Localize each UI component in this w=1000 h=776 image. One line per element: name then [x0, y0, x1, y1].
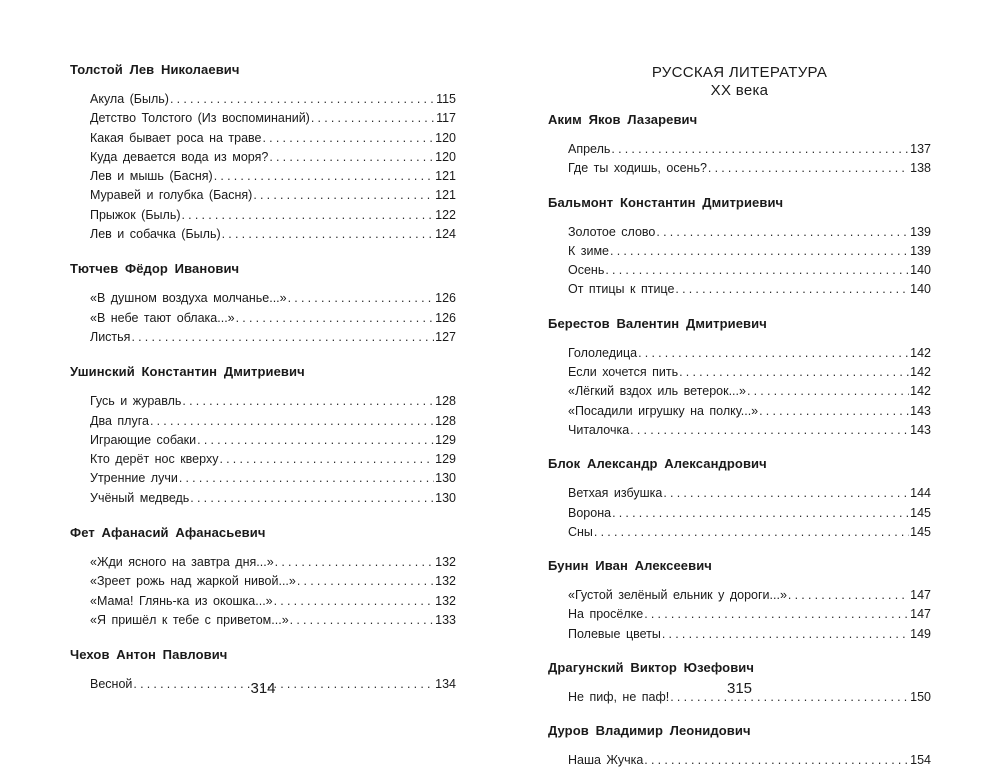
toc-entry: [568, 344, 931, 363]
toc-entry: [90, 431, 456, 450]
entry-title: Кто дерёт нос кверху: [90, 452, 219, 467]
toc-entry: [568, 280, 931, 299]
right-toc-column: [548, 112, 931, 776]
dot-leader: [630, 421, 909, 440]
entry-page-number: 115: [436, 92, 456, 106]
entry-page-number: 150: [910, 690, 931, 705]
dot-leader: [179, 469, 434, 488]
entry-list: [70, 392, 456, 508]
entry-title: «Жди ясного на завтра дня...»: [90, 555, 274, 570]
entry-title: Если хочется пить: [568, 365, 679, 380]
toc-entry: [90, 309, 456, 328]
toc-entry: [90, 469, 456, 488]
dot-leader: [170, 90, 435, 109]
entry-page-number: 143: [910, 403, 931, 418]
entry-title: «Посадили игрушку на полку...»: [568, 403, 759, 418]
entry-page-number: 120: [435, 130, 456, 145]
dot-leader: [214, 167, 434, 186]
entry-title: Гололедица: [568, 345, 638, 360]
toc-entry: [568, 382, 931, 401]
entry-page-number: 117: [436, 111, 456, 126]
author-heading: Бунин Иван Алексеевич: [548, 558, 712, 574]
toc-entry: [90, 109, 456, 128]
toc-entry: [568, 223, 931, 242]
entry-page-number: 134: [435, 677, 456, 692]
entry-title: Читалочка: [568, 422, 630, 437]
toc-entry: [90, 553, 456, 572]
entry-page-number: 154: [910, 753, 931, 768]
entry-page-number: 140: [910, 282, 931, 297]
toc-entry: [90, 129, 456, 148]
dot-leader: [297, 572, 434, 591]
entry-page-number: 142: [910, 384, 931, 399]
toc-entry: [568, 402, 931, 421]
dot-leader: [275, 553, 434, 572]
dot-leader: [190, 489, 434, 508]
dot-leader: [290, 611, 434, 630]
entry-list: [548, 751, 931, 770]
section-header-subtitle: XX века: [710, 82, 769, 99]
entry-page-number: 122: [435, 207, 456, 222]
author-heading: Толстой Лев Николаевич: [70, 62, 240, 77]
entry-title: К зиме: [568, 243, 610, 258]
dot-leader: [311, 109, 435, 128]
entry-title: Где ты ходишь, осень?: [568, 161, 707, 176]
entry-page-number: 139: [910, 243, 931, 258]
entry-page-number: 121: [435, 169, 456, 184]
toc-section: [548, 195, 931, 300]
entry-page-number: 130: [435, 490, 456, 505]
toc-entry: [568, 261, 931, 280]
toc-section: [548, 112, 931, 179]
toc-entry: [90, 489, 456, 508]
entry-page-number: 139: [910, 224, 931, 239]
toc-entry: [568, 421, 931, 440]
dot-leader: [594, 523, 909, 542]
left-page: [70, 0, 456, 776]
entry-title: Два плуга: [90, 413, 149, 428]
entry-title: Утренние лучи: [90, 471, 178, 486]
entry-list: [548, 484, 931, 542]
entry-title: Лев и собачка (Быль): [90, 227, 221, 242]
toc-entry: [90, 611, 456, 630]
entry-title: «Лёгкий вздох иль ветерок...»: [568, 384, 746, 399]
dot-leader: [150, 412, 434, 431]
dot-leader: [656, 223, 909, 242]
dot-leader: [182, 392, 434, 411]
dot-leader: [197, 431, 434, 450]
toc-entry: [568, 242, 931, 261]
dot-leader: [182, 206, 435, 225]
entry-page-number: 145: [910, 505, 931, 520]
entry-title: Осень: [568, 263, 605, 278]
dot-leader: [675, 280, 909, 299]
entry-page-number: 147: [910, 588, 931, 603]
toc-section: [548, 456, 931, 542]
dot-leader: [644, 605, 909, 624]
dot-leader: [663, 484, 909, 503]
toc-entry: [568, 523, 931, 542]
entry-page-number: 132: [435, 574, 456, 589]
entry-list: [548, 344, 931, 440]
entry-title: Играющие собаки: [90, 432, 197, 447]
entry-page-number: 137: [910, 142, 931, 156]
toc-entry: [568, 751, 931, 770]
toc-entry: [568, 159, 931, 178]
toc-entry: [568, 140, 931, 159]
entry-title: На просёлке: [568, 607, 644, 622]
entry-page-number: 145: [910, 524, 931, 539]
entry-page-number: 120: [435, 149, 456, 164]
entry-title: Куда девается вода из моря?: [90, 149, 269, 164]
page-number-left: 314: [250, 680, 276, 697]
author-heading: Аким Яков Лазаревич: [548, 112, 698, 127]
dot-leader: [638, 344, 909, 363]
entry-title: «Густой зелёный ельник у дороги...»: [568, 588, 787, 603]
toc-section: [548, 723, 931, 770]
toc-entry: [90, 450, 456, 469]
entry-page-number: 132: [435, 555, 456, 570]
entry-list: [548, 140, 931, 179]
toc-entry: [90, 412, 456, 431]
dot-leader: [219, 450, 434, 469]
entry-page-number: 144: [910, 486, 931, 501]
entry-page-number: 128: [435, 413, 456, 428]
dot-leader: [644, 751, 909, 770]
dot-leader: [759, 402, 909, 421]
section-header-title: РУССКАЯ ЛИТЕРАТУРА: [651, 64, 828, 81]
dot-leader: [269, 148, 434, 167]
toc-section: [548, 558, 931, 644]
entry-page-number: 129: [435, 432, 456, 447]
entry-title: Полевые цветы: [568, 626, 661, 641]
toc-section: [548, 316, 931, 440]
toc-entry: [568, 605, 931, 624]
entry-title: Сны: [568, 524, 593, 539]
entry-list: [70, 553, 456, 630]
entry-title: Наша Жучка: [568, 753, 644, 768]
author-heading: Бальмонт Константин Дмитриевич: [548, 194, 784, 210]
entry-title: Гусь и журавль: [90, 394, 182, 409]
toc-entry: [568, 363, 931, 382]
entry-title: Акула (Быль): [90, 92, 169, 106]
author-heading: Драгунский Виктор Юзефович: [548, 660, 755, 676]
right-page: [548, 0, 931, 776]
author-heading: Блок Александр Александрович: [548, 456, 767, 472]
entry-page-number: 130: [435, 471, 456, 486]
toc-section: [70, 261, 456, 347]
entry-title: Ветхая избушка: [568, 486, 663, 501]
toc-entry: [90, 328, 456, 347]
entry-page-number: 138: [910, 161, 931, 176]
toc-entry: [90, 392, 456, 411]
entry-title: Какая бывает роса на траве: [90, 130, 262, 145]
entry-page-number: 140: [910, 263, 931, 278]
dot-leader: [222, 225, 435, 244]
dot-leader: [288, 289, 435, 308]
toc-entry: [90, 167, 456, 186]
entry-title: Ворона: [568, 505, 612, 520]
dot-leader: [747, 382, 909, 401]
entry-page-number: 126: [435, 310, 456, 325]
toc-entry: [90, 572, 456, 591]
entry-title: «В небе тают облака...»: [90, 310, 235, 325]
entry-list: [548, 586, 931, 644]
entry-page-number: 128: [435, 394, 456, 409]
toc-entry: [90, 289, 456, 308]
entry-title: «Мама! Глянь-ка из окошка...»: [90, 593, 273, 608]
entry-title: «Я пришёл к тебе с приветом...»: [90, 612, 289, 627]
toc-section: [70, 525, 456, 630]
entry-list: [70, 90, 456, 244]
dot-leader: [236, 309, 435, 328]
toc-section: [70, 62, 456, 244]
entry-title: Золотое слово: [568, 224, 656, 239]
toc-entry: [90, 206, 456, 225]
entry-page-number: 143: [910, 422, 931, 437]
dot-leader: [610, 242, 909, 261]
author-heading: Дуров Владимир Леонидович: [548, 723, 751, 739]
dot-leader: [788, 586, 909, 605]
entry-page-number: 142: [910, 345, 931, 360]
entry-title: Детство Толстого (Из воспоминаний): [90, 111, 310, 126]
author-heading: Тютчев Фёдор Иванович: [70, 261, 240, 277]
entry-page-number: 133: [435, 612, 456, 627]
toc-entry: [568, 504, 931, 523]
entry-title: Весной: [90, 677, 133, 692]
toc-entry: [90, 90, 456, 109]
section-header: [548, 64, 931, 100]
entry-title: От птицы к птице: [568, 282, 675, 297]
entry-page-number: 147: [910, 607, 931, 622]
entry-title: Не пиф, не паф!: [568, 690, 670, 705]
entry-page-number: 127: [435, 329, 456, 344]
dot-leader: [708, 159, 909, 178]
entry-title: Прыжок (Быль): [90, 207, 181, 222]
entry-title: «Зреет рожь над жаркой нивой...»: [90, 574, 296, 589]
entry-page-number: 121: [435, 188, 456, 203]
page-number-right: 315: [726, 680, 753, 697]
entry-page-number: 126: [435, 291, 456, 306]
dot-leader: [605, 261, 909, 280]
entry-page-number: 132: [435, 593, 456, 608]
toc-entry: [90, 148, 456, 167]
dot-leader: [274, 592, 435, 611]
author-heading: Фет Афанасий Афанасьевич: [70, 525, 266, 541]
dot-leader: [662, 625, 909, 644]
toc-entry: [568, 484, 931, 503]
entry-title: Учёный медведь: [90, 490, 190, 505]
toc-entry: [568, 586, 931, 605]
entry-title: «В душном воздуха молчанье...»: [90, 291, 287, 306]
entry-list: [70, 289, 456, 347]
author-heading: Ушинский Константин Дмитриевич: [70, 364, 305, 380]
entry-page-number: 149: [910, 626, 931, 641]
entry-title: Листья: [90, 329, 131, 344]
dot-leader: [679, 363, 909, 382]
toc-entry: [90, 592, 456, 611]
entry-title: Апрель: [568, 142, 611, 156]
entry-title: Муравей и голубка (Басня): [90, 188, 253, 203]
entry-page-number: 142: [910, 365, 931, 380]
left-toc-column: [70, 62, 456, 712]
dot-leader: [131, 328, 434, 347]
dot-leader: [611, 140, 909, 159]
toc-entry: [90, 186, 456, 205]
dot-leader: [612, 504, 909, 523]
dot-leader: [253, 186, 434, 205]
toc-entry: [90, 225, 456, 244]
entry-list: [548, 223, 931, 300]
toc-entry: [568, 625, 931, 644]
toc-section: [70, 364, 456, 508]
dot-leader: [263, 129, 435, 148]
entry-page-number: 129: [435, 452, 456, 467]
author-heading: Берестов Валентин Дмитриевич: [548, 315, 767, 331]
entry-page-number: 124: [435, 227, 456, 242]
entry-title: Лев и мышь (Басня): [90, 169, 213, 184]
author-heading: Чехов Антон Павлович: [70, 647, 228, 663]
